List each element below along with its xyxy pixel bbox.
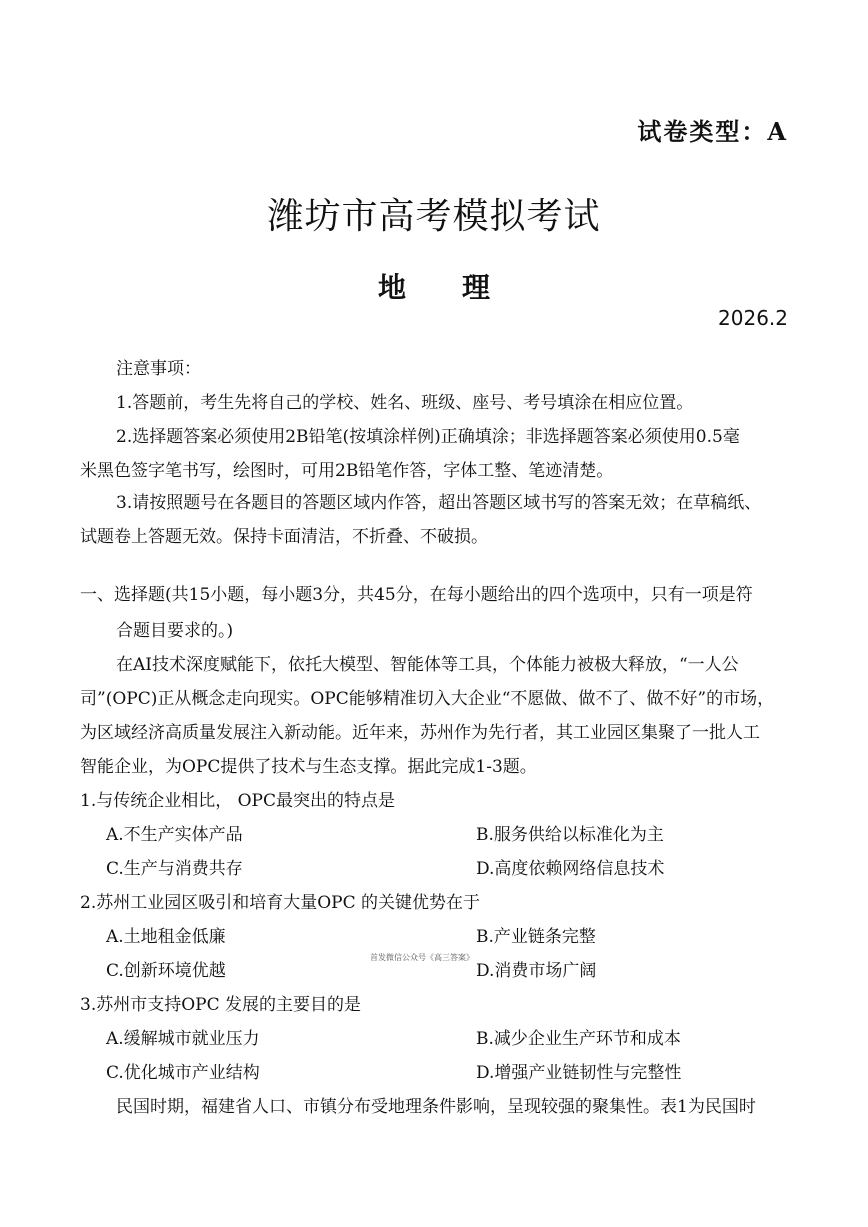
option-b: B.产业链条完整 [476,927,596,947]
passage-line: 民国时期，福建省人口、市镇分布受地理条件影响，呈现较强的聚集性。表1为民国时 [116,1097,756,1117]
question-stem: 1.与传统企业相比， OPC最突出的特点是 [80,791,396,811]
notice-item-3a: 3.请按照题号在各题目的答题区域内作答，超出答题区域书写的答案无效；在草稿纸、 [116,493,762,513]
notice-item-1: 1.答题前，考生先将自己的学校、姓名、班级、座号、考号填涂在相应位置。 [116,393,694,413]
option-b: B.服务供给以标准化为主 [476,825,664,845]
exam-date: 2026.2 [718,306,788,330]
section-heading-a: 一、选择题(共15小题，每小题3分，共45分，在每小题给出的四个选项中，只有一项是符 [80,585,753,605]
option-a: A.缓解城市就业压力 [106,1029,260,1049]
notice-item-2b: 米黑色签字笔书写，绘图时，可用2B铅笔作答，字体工整、笔迹清楚。 [80,461,614,481]
notice-heading: 注意事项： [116,359,201,379]
option-c: C.创新环境优越 [106,961,226,981]
exam-title: 潍坊市高考模拟考试 [267,196,601,237]
question-stem: 2.苏州工业园区吸引和培育大量OPC 的关键优势在于 [80,893,481,913]
question-stem: 3.苏州市支持OPC 发展的主要目的是 [80,995,362,1015]
option-c: C.生产与消费共存 [106,859,243,879]
option-c: C.优化城市产业结构 [106,1063,260,1083]
passage-line: 为区域经济高质量发展注入新动能。近年来，苏州作为先行者，其工业园区集聚了一批人工 [80,723,760,743]
subject-title: 地 理 [377,271,490,304]
notice-item-3b: 试题卷上答题无效。保持卡面清洁，不折叠、不破损。 [80,527,488,547]
passage-line: 智能企业，为OPC提供了技术与生态支撑。据此完成1-3题。 [80,757,537,777]
option-d: D.增强产业链韧性与完整性 [476,1063,682,1083]
option-d: D.高度依赖网络信息技术 [476,859,665,879]
section-heading-b: 合题目要求的。) [116,621,234,641]
paper-type-label: 试卷类型：A [637,117,788,146]
option-a: A.土地租金低廉 [106,927,226,947]
passage-line: 在AI技术深度赋能下，依托大模型、智能体等工具，个体能力被极大释放，“一人公 [116,655,739,675]
passage-line: 司”(OPC)正从概念走向现实。OPC能够精准切入大企业“不愿做、做不了、做不好”的市场， [80,689,775,709]
option-d: D.消费市场广阔 [476,961,597,981]
option-a: A.不生产实体产品 [106,825,243,845]
notice-item-2a: 2.选择题答案必须使用2B铅笔(按填涂样例)正确填涂；非选择题答案必须使用0.5毫 [116,427,740,447]
watermark-text: 首发微信公众号《高三答案》 [370,953,474,962]
option-b: B.减少企业生产环节和成本 [476,1029,681,1049]
